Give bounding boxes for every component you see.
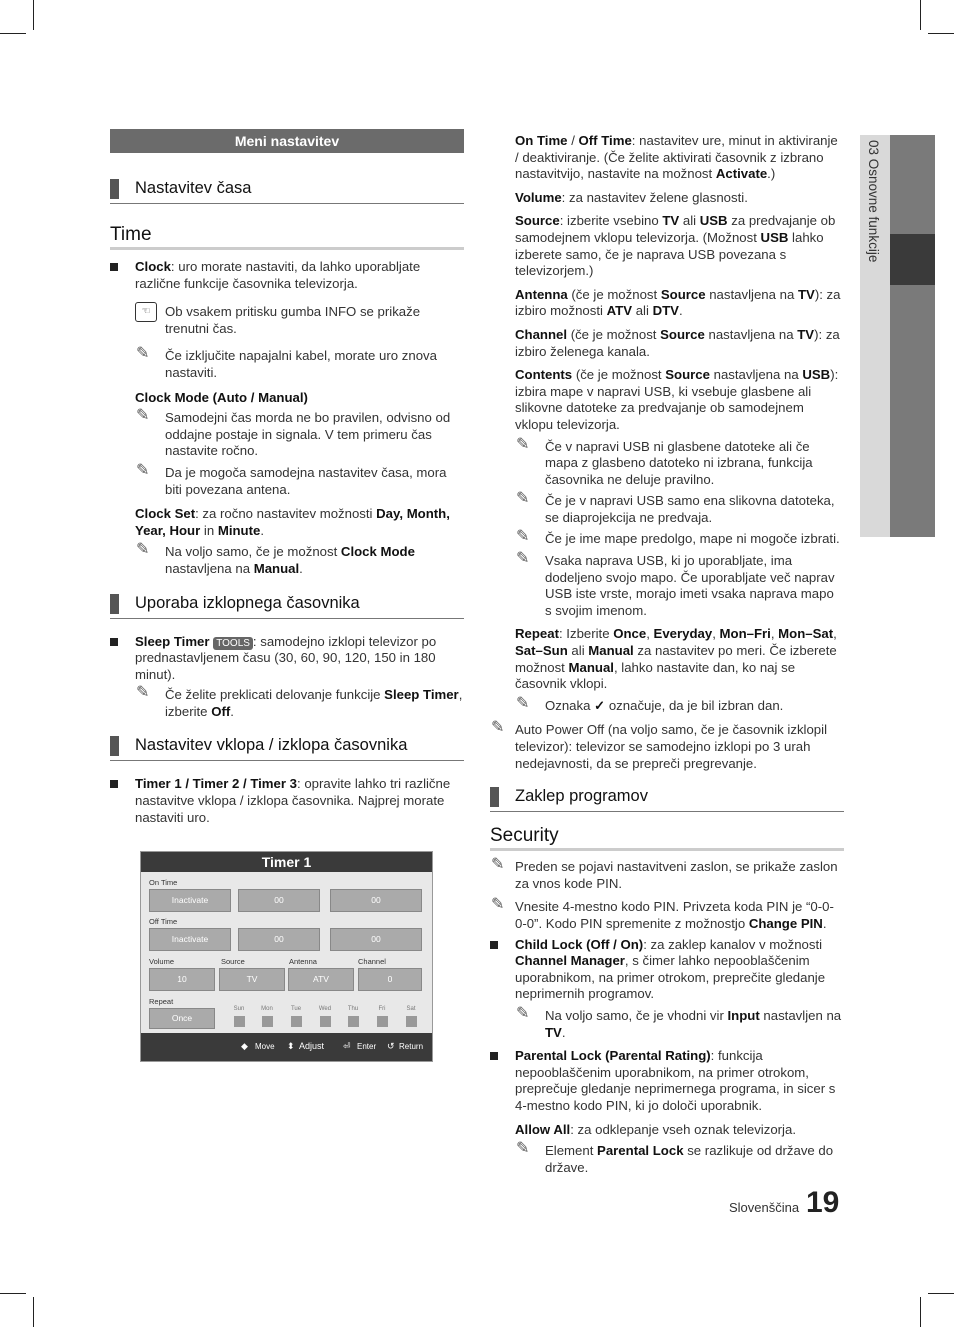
antenna-field: ATV [288,968,354,991]
antenna-label: Antenna [289,957,317,966]
paragraph [490,626,844,692]
text: : za ročno nastavitev možnosti [195,506,377,522]
term: Parental Lock [597,1143,684,1159]
term: Off Time [578,133,632,148]
term: DTV [652,303,679,319]
text: (če je možnost [567,286,661,302]
term: Sat–Sun [515,643,568,659]
term: TV [797,286,815,302]
off-time-label: Off Time [149,917,178,926]
off-time-hour-field: 00 [238,928,320,951]
note [515,1140,844,1176]
paragraph [490,287,844,320]
square-bullet-icon [110,780,118,788]
text: Vnesite 4-mestno kodo PIN. Privzeta koda PIN je “0-0-0-0”. Kodo PIN spremenite z možnostjo [515,899,834,931]
subheading-text: Zaklep programov [515,787,648,806]
note [135,345,464,381]
term: Volume [515,189,562,205]
text: Oznaka [545,697,595,713]
subheading-marker [110,179,119,199]
heading-time: Time [110,224,464,250]
day-label: Sat [406,1006,416,1012]
pencil-note-icon: ✎ [136,345,150,363]
right-column [490,133,844,1176]
term: TV [545,1024,562,1040]
pencil-note-icon: ✎ [516,1004,530,1022]
term: Sleep Timer [135,633,210,649]
note [515,1004,844,1041]
subheading-marker [110,736,119,756]
text: ali [567,643,589,659]
list-item [490,937,844,1003]
term: Off [211,703,231,719]
text: (če je možnost [572,367,666,383]
text: ali [679,213,700,229]
text: : opravite lahko tri različne nastavitve vklopa / izklopa časovnika. Najprej morate nastaviti uro. [135,776,451,825]
subheading-text: Nastavitev vklopa / izklopa časovnika [135,736,408,755]
return-label: Return [399,1042,424,1051]
subheading-marker [490,787,499,807]
text: nastavljena na [704,326,798,342]
paragraph [490,1122,844,1139]
off-time-activate-field [149,928,231,951]
clock-mode [135,390,464,407]
text: Da je mogoča samodejna nastavitev časa, mora biti povezana antena. [165,464,447,497]
paragraph [490,133,844,183]
text: . [822,915,827,931]
note [515,694,844,715]
term: Contents [515,367,573,383]
text: Če je ime mape predolgo, mape ni mogoče izbrati. [545,531,840,547]
crop-mark [928,33,954,34]
repeat-field: Once [149,1008,215,1029]
term: Channel [515,326,568,342]
pencil-note-icon: ✎ [516,490,530,508]
term: Child Lock (Off / On) [515,936,644,952]
field-value: Inactivate [171,934,209,944]
osd-footer [141,1033,432,1061]
pencil-note-icon: ✎ [136,684,150,702]
note: ✎ Če želite preklicati delovanje funkcije Sleep Timer, izberite Off. [136,684,463,719]
term: Everyday [653,626,713,642]
square-bullet-icon [490,1052,498,1060]
note [515,435,844,489]
term: Channel Manager [515,953,625,969]
text: : samodejno izklopi televizor po prednastavljenem času (30, 60, 90, 120, 150 in 180 minut). [135,633,437,682]
subheading [490,785,844,812]
list-item [110,259,464,292]
text: Če v napravi USB ni glasbene datoteke ali če mapa z glasbeno datoteko ni izbrana, funkcija časovnika ne deluje pravilno. [545,438,813,487]
pencil-note-icon: ✎ [516,1140,530,1158]
volume-label: Volume [149,957,175,966]
footer-language: Slovenščina [729,1200,800,1215]
crop-mark [33,0,34,30]
note [515,550,844,619]
move-arrows-icon: ◆ [241,1041,248,1051]
text: nastavljena na [165,560,254,576]
paragraph [490,213,844,279]
term: Clock Mode (Auto / Manual) [135,389,308,405]
text: nastavljena na [705,286,798,302]
text: ali [632,303,653,319]
timer-osd-screenshot [140,851,433,1062]
day-label: Wed [318,1006,332,1012]
day-checkbox [291,1016,302,1027]
pencil-note-icon: ✎ [491,856,505,874]
note [515,528,844,548]
term: Parental Lock (Parental Rating) [515,1048,711,1064]
pencil-note-icon: ✎ [136,541,150,559]
term: Manual [568,659,614,675]
tv-remote-icon: ☜ [135,302,157,322]
text: , [833,626,837,642]
on-time-hour-field: 00 [238,889,320,912]
subheading-marker [110,594,119,614]
pencil-note-icon: ✎ [516,694,530,712]
osd-title: Timer 1 [141,852,432,872]
text: Ob vsakem pritisku gumba [165,304,325,320]
term: Clock [135,259,171,274]
day-checkbox [348,1016,359,1027]
term: TV [797,326,815,342]
text: : Izberite [558,626,614,642]
text: / [567,133,579,148]
note [515,490,844,526]
term: ATV [606,303,633,319]
term: Sleep Timer [384,687,459,703]
term: On Time [515,133,568,148]
term: Repeat [515,626,559,642]
text: lahko izberete samo, če je naprava USB povezana s televizorjem.) [515,229,824,279]
note [135,461,464,498]
crop-mark [928,1293,954,1294]
enter-icon: ⏎ [343,1041,351,1051]
day-checkbox [320,1016,331,1027]
text: Če želite preklicati delovanje funkcije [165,687,385,703]
term: Source [515,213,560,229]
on-time-minute-field: 00 [330,889,422,912]
day-checkbox [262,1016,273,1027]
term: Timer 1 / Timer 2 / Timer 3 [135,776,297,792]
subheading-text: Uporaba izklopnega časovnika [135,593,360,612]
text: Preden se pojavi nastavitveni zaslon, se prikaže zaslon za vnos kode PIN. [515,859,838,891]
term: Allow All [515,1121,571,1137]
term: USB [802,367,831,383]
note [135,407,464,460]
term: TV [662,213,680,229]
text: , s čimer lahko nepooblaščenim uporabnikom, na primer otrokom, preprečite gledanje neprimernih programov. [515,953,826,1002]
crop-mark [33,1297,34,1327]
text: Samodejni čas morda ne bo pravilen, odvisno od oddajne postaje in signala. V tem primeru čas nastavite ročno. [165,410,451,459]
subheading-text: Nastavitev časa [135,179,252,197]
square-bullet-icon [110,638,118,646]
text: , [646,626,654,642]
term: Once [613,626,647,642]
text: , [712,626,720,642]
pencil-note-icon: ✎ [136,461,150,479]
pencil-note-icon: ✎ [491,896,505,914]
pencil-note-icon: ✎ [136,407,150,425]
text: , izberite [165,687,463,719]
day-label: Tue [290,1006,302,1012]
term: Activate [715,166,768,182]
text: nastavljena na [709,367,803,383]
adjust-label: Adjust [299,1041,325,1051]
subheading [110,177,464,204]
day-checkbox [377,1016,388,1027]
text: nastavljen na [759,1007,842,1023]
text: ): za izbiro želenega kanala. [515,326,840,359]
square-bullet-icon [490,941,498,949]
text: Vsaka naprava USB, ki jo uporabljate, ima dodeljeno svojo mapo. Če uporabljate več naprav USB iste vrste, morajo imeti vsaka naprava mapo s svojim imenom. [545,553,835,618]
note [490,719,844,772]
term: Day, Month, Year, Hour [135,506,450,538]
term: Source [665,367,710,383]
field-value: Inactivate [171,895,209,905]
term: Clock Set [135,506,196,522]
pencil-note-icon: ✎ [516,528,530,546]
text: : funkcija nepooblaščenim uporabnikom, na primer otrokom, preprečuje gledanje neprimernega programa, in sicer s 4-mestno kodo PIN, ki jo določi uporabnik. [515,1048,836,1113]
tools-button-icon: TOOLS [213,637,253,650]
term: Mon–Fri [719,626,771,642]
text: . [561,1024,566,1040]
term: Minute [217,522,261,538]
term: Manual [588,643,634,659]
move-label: Move [255,1042,275,1051]
text: , [770,626,779,642]
term: Manual [253,560,300,576]
paragraph [490,327,844,360]
channel-field: 0 [358,968,422,991]
list-item [110,776,464,826]
off-time-minute-field: 00 [330,928,422,951]
crop-mark [920,0,921,30]
text: : uro morate nastaviti, da lahko uporabljate različne funkcije časovnika televizorja. [135,259,421,291]
subheading [110,592,464,619]
paragraph [490,190,844,207]
on-time-label: On Time [149,878,178,887]
crop-mark [0,1293,26,1294]
text: : za odklepanje vseh oznak televizorja. [570,1121,796,1137]
text: Na voljo samo, če je možnost [165,544,341,560]
square-bullet-icon [110,263,118,271]
page-number: 19 [806,1186,840,1219]
list-item [490,1048,844,1114]
text: se razlikuje od države do države. [545,1143,834,1175]
pencil-note-icon: ✎ [516,550,530,568]
text: .) [767,166,776,182]
term: USB [760,229,789,245]
text: . [678,303,683,319]
heading-security: Security [490,825,844,851]
text: : za nastavitev želene glasnosti. [561,189,748,205]
day-label: Fri [378,1006,386,1012]
day-checkbox [234,1016,245,1027]
text: : izberite vsebino [559,213,663,229]
pencil-note-icon: ✎ [491,719,505,737]
text: Če je v napravi USB samo ena slikovna datoteka, se diaprojekcija ne predvaja. [545,493,835,525]
list-item [110,634,464,684]
repeat-label: Repeat [149,997,174,1006]
text: : za zaklep kanalov v možnosti [643,936,823,952]
chapter-label: 03 Osnovne funkcije [866,140,881,263]
on-time-activate-field [149,889,231,912]
source-label: Source [221,957,245,966]
section-title: Meni nastavitev [110,129,464,153]
note [135,304,464,337]
term: Mon–Sat [778,626,834,642]
text: Auto Power Off (na voljo samo, če je časovnik izklopil televizor): televizor se samodejno izklopi po 3 urah nedejavnosti, da se prepreči pregrevanje. [515,722,827,771]
channel-label: Channel [358,957,386,966]
text: Če izključite napajalni kabel, morate uro znova nastaviti. [165,348,437,380]
term: Source [660,286,706,302]
text: za nastavitev po meri. Če izberete možnost [515,643,837,675]
term: Change PIN [748,915,823,931]
checkmark-icon: ✓ [594,697,606,713]
enter-label: Enter [357,1042,377,1051]
term: USB [699,213,728,229]
note [490,856,844,892]
term: Antenna [515,286,568,302]
left-column [110,129,464,826]
term: Clock Mode [340,544,415,560]
day-label: Sun [233,1006,245,1012]
paragraph: Clock Set: za ročno nastavitev možnosti Day, Month, Year, Hour in Minute. [135,506,450,538]
note: ✎ Na voljo samo, če je možnost Clock Mode nastavljena na Manual. [136,541,415,576]
pencil-note-icon: ✎ [516,435,530,453]
text: , lahko nastavite dan, ko naj se časovnik vklopi. [515,659,796,692]
paragraph [490,367,844,433]
key: INFO [324,304,357,320]
subheading [110,734,464,761]
day-checkbox [406,1016,417,1027]
text: in [200,522,218,538]
term: Source [660,326,705,342]
chapter-tab-marker [890,234,935,285]
term: Input [727,1007,760,1023]
text: Element [545,1143,598,1159]
text: označuje, da je bil izbran dan. [605,697,784,713]
source-field: TV [219,968,285,991]
text: ): za izbiro možnosti [515,286,841,319]
text: se prikaže trenutni čas. [165,304,421,336]
day-label: Mon [261,1006,273,1012]
return-icon: ↺ [387,1041,395,1051]
day-label: Thu [347,1006,359,1012]
chapter-tab-dark [890,135,935,537]
text: ): izbira mape v napravi USB, ki vsebuje glasbene ali slikovne datoteke za predvajanje ob samodejnem vklopu televizorja. [515,367,839,432]
volume-field: 10 [149,968,215,991]
text: Na voljo samo, če je vhodni vir [545,1007,728,1023]
text: za predvajanje ob samodejnem vklopu televizorja. (Možnost [515,213,836,245]
updown-arrows-icon: ⬍ [287,1041,295,1051]
crop-mark [920,1297,921,1327]
text: : nastavitev ure, minut in aktiviranje / deaktiviranje. (Če želite aktivirati časovnik z izbrano nastavitvijo, nastavite na možnost [515,133,838,182]
crop-mark [0,33,26,34]
text: (če je možnost [567,326,661,342]
note [490,896,844,932]
